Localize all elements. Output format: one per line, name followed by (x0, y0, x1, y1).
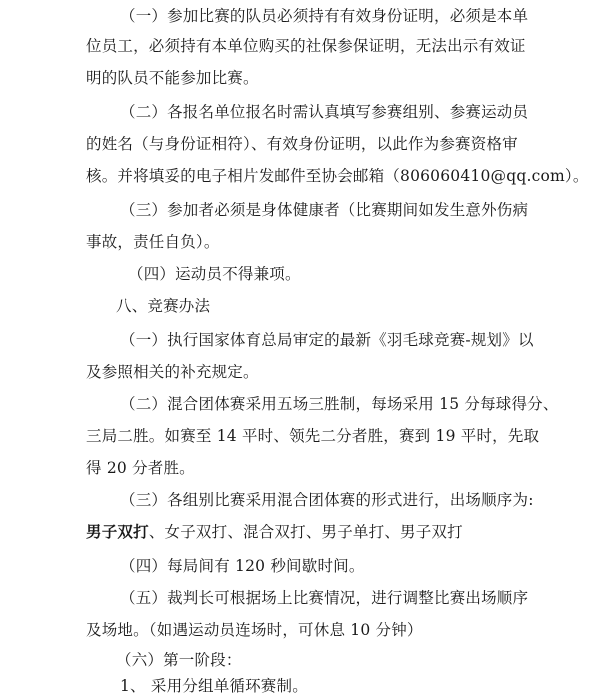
text-line-7: （三）参加者必须是身体健康者（比赛期间如发生意外伤病 (120, 201, 529, 219)
text-line-16: （三）各组别比赛采用混合团体赛的形式进行，出场顺序为: (120, 491, 534, 509)
text-line-19: （五）裁判长可根据场上比赛情况，进行调整比赛出场顺序 (120, 589, 529, 607)
text-line-3: 明的队员不能参加比赛。 (86, 69, 259, 87)
order-first-item: 男子双打 (86, 522, 149, 541)
text-line-5: 的姓名（与身份证相符）、有效身份证明，以此作为参赛资格审 (86, 135, 518, 153)
order-remaining-items: 、女子双打、混合双打、男子单打、男子双打 (148, 523, 463, 541)
section-heading: 八、竞赛办法 (116, 297, 211, 315)
text-line-4: （二）各报名单位报名时需认真填写参赛组别、参赛运动员 (120, 103, 529, 121)
text-line-20: 及场地。（如遇运动员连场时，可休息 10 分钟） (86, 621, 423, 639)
text-line-11: （一）执行国家体育总局审定的最新《羽毛球竞赛-规划》以 (120, 331, 534, 349)
text-line-13: （二）混合团体赛采用五场三胜制，每场采用 15 分每球得分、 (120, 395, 559, 413)
text-line-2: 位员工，必须持有本单位购买的社保参保证明，无法出示有效证 (86, 37, 526, 55)
text-line-9: （四）运动员不得兼项。 (128, 265, 301, 283)
text-line-22: 1、 采用分组单循环赛制。 (120, 677, 308, 695)
text-line-18: （四）每局间有 120 秒间歇时间。 (120, 557, 365, 575)
text-line-14: 三局二胜。如赛至 14 平时、领先二分者胜，赛到 19 平时，先取 (86, 427, 540, 445)
text-line-6: 核。并将填妥的电子相片发邮件至协会邮箱（806060410@qq.com）。 (86, 167, 589, 185)
text-line-21: （六）第一阶段： (116, 651, 242, 669)
text-line-1: （一）参加比赛的队员必须持有有效身份证明，必须是本单 (120, 7, 529, 25)
order-line (86, 522, 463, 542)
text-line-8: 事故，责任自负）。 (86, 233, 220, 251)
text-line-15: 得 20 分者胜。 (86, 459, 195, 477)
text-line-12: 及参照相关的补充规定。 (86, 363, 259, 381)
